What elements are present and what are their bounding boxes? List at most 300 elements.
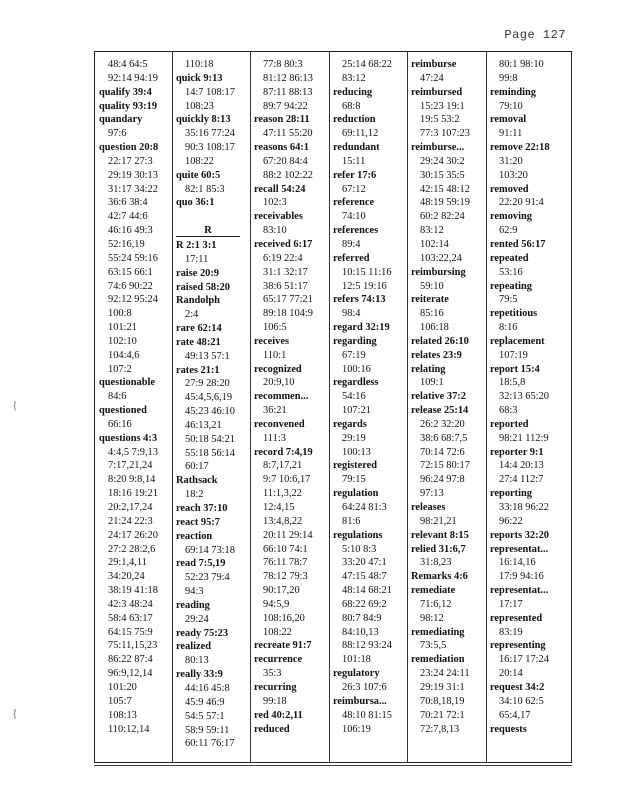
index-locator: 89:4 [342,238,361,250]
index-locator: 80:13 [185,655,209,667]
index-locator: 87:11 88:13 [263,86,313,98]
index-term: repetitious [490,308,538,320]
index-locator: 46:16 49:3 [108,225,153,237]
index-locator: 32:13 65:20 [499,391,549,403]
index-locator: 81:12 86:13 [263,72,313,84]
index-locator: 29:24 30:2 [420,155,465,167]
index-term: remediation [411,654,465,666]
index-locator: 96:24 97:8 [420,474,465,486]
index-locator: 18:5,8 [499,377,526,389]
index-locator: 33:20 47:1 [342,557,387,569]
column-divider [486,51,487,763]
index-locator: 58:4 63:17 [108,612,153,624]
index-locator: 55:24 59:16 [108,252,158,264]
index-locator: 89:18 104:9 [263,308,313,320]
index-term: record 7:4,19 [254,446,313,458]
index-term: quo 36:1 [176,197,215,209]
index-locator: 47:15 48:7 [342,571,387,583]
index-term: regardless [333,377,379,389]
index-term: received 6:17 [254,238,313,250]
index-locator: 11:1,3,22 [263,488,302,500]
index-locator: 104:4,6 [108,349,140,361]
index-locator: 42:3 48:24 [108,598,153,610]
index-locator: 5:10 8:3 [342,543,377,555]
index-locator: 35:3 [263,668,282,680]
index-locator: 52:16,19 [108,238,145,250]
index-locator: 98:12 [420,612,444,624]
index-locator: 97:13 [420,488,444,500]
index-locator: 65:4,17 [499,709,531,721]
index-locator: 98:4 [342,308,361,320]
index-locator: 38:6 51:17 [263,280,308,292]
index-locator: 83:12 [342,72,366,84]
index-term: recall 54:24 [254,183,306,195]
index-term: reason 28:11 [254,114,310,126]
index-locator: 81:6 [342,515,361,527]
index-term: recognized [254,363,302,375]
index-locator: 79:10 [499,100,523,112]
index-locator: 9:7 10:6,17 [263,474,311,486]
index-locator: 108:16,20 [263,612,305,624]
index-term: red 40:2,11 [254,709,303,721]
index-locator: 48:4 64:5 [108,59,148,70]
index-locator: 105:7 [108,695,132,707]
index-locator: 67:20 84:4 [263,155,308,167]
index-locator: 12:4,15 [263,502,295,513]
column-divider [172,51,173,763]
index-locator: 77:8 80:3 [263,59,303,70]
index-term: recommen... [254,391,309,403]
index-locator: 31:17 34:22 [108,183,158,195]
index-locator: 69:11,12 [342,128,379,140]
index-locator: 110:1 [263,349,287,361]
index-term: rare 62:14 [176,323,222,335]
index-term: removal [490,114,527,126]
index-locator: 18:16 19:21 [108,488,158,500]
index-locator: 64:15 75:9 [108,626,153,638]
index-locator: 30:15 35:5 [420,169,465,181]
index-column-4 [333,58,403,736]
index-term: reimbursa... [333,695,387,707]
index-term: reported [490,418,529,430]
index-locator: 22:20 91:4 [499,197,544,209]
index-locator: 48:19 59:19 [420,197,470,209]
index-locator: 92:12 95:24 [108,294,158,306]
index-locator: 75:11,15,23 [108,640,158,652]
index-term: reiterate [411,294,449,306]
index-column-3 [254,58,324,736]
index-locator: 16:14,16 [499,557,536,569]
index-locator: 6:19 22:4 [263,252,303,264]
page-number: Page 127 [504,28,566,42]
index-locator: 99:18 [263,695,287,707]
index-locator: 53:16 [499,266,523,278]
index-locator: 29:1,4,11 [108,557,147,569]
index-term: reporter 9:1 [490,446,544,458]
index-locator: 31:20 [499,155,523,167]
index-locator: 88:2 102:22 [263,169,313,181]
index-locator: 108:23 [185,100,214,112]
column-divider [250,51,251,763]
index-locator: 103:22,24 [420,252,462,264]
index-locator: 68:8 [342,100,361,112]
index-locator: 8:7,17,21 [263,460,303,472]
index-term: regards [333,418,367,430]
index-locator: 45:9 46:9 [185,696,225,708]
index-term: recurring [254,681,297,693]
index-term: requests [490,723,527,735]
index-term: replacement [490,335,545,347]
index-term: regard 32:19 [333,322,390,334]
index-locator: 48:14 68:21 [342,585,392,597]
index-locator: 12:5 19:16 [342,280,387,292]
index-term: reasons 64:1 [254,142,309,154]
index-term: remove 22:18 [490,142,550,154]
index-locator: 59:10 [420,280,444,292]
index-locator: 103:20 [499,169,528,181]
index-term: report 15:4 [490,363,540,375]
index-locator: 17:17 [499,598,523,610]
index-term: Remarks 4:6 [411,571,468,583]
index-locator: 60:17 [185,461,209,473]
index-locator: 98:21 112:9 [499,432,549,444]
index-term: release 25:14 [411,405,469,417]
index-locator: 45:4,5,6,19 [185,392,233,404]
index-locator: 48:10 81:15 [342,709,392,721]
index-locator: 8:20 9:8,14 [108,474,156,486]
index-term: relating [411,363,446,375]
index-term: removing [490,211,532,223]
index-term: reduction [333,114,376,126]
index-locator: 89:7 94:22 [263,100,308,112]
index-locator: 107:21 [342,405,371,417]
index-locator: 92:14 94:19 [108,72,158,84]
index-locator: 108:22 [185,155,214,167]
index-term: quality 93:19 [99,100,158,112]
index-locator: 33:18 96:22 [499,502,549,513]
index-term: representat... [490,585,549,597]
index-locator: 52:23 79:4 [185,572,230,584]
index-locator: 31:8,23 [420,557,452,569]
index-locator: 101:18 [342,654,371,666]
index-term: reconvened [254,418,305,430]
index-term: repeated [490,252,529,264]
index-term: repeating [490,280,532,292]
index-locator: 42:15 48:12 [420,183,470,195]
index-term: references [333,225,379,237]
index-locator: 34:10 62:5 [499,695,544,707]
index-locator: 4:4,5 7:9,13 [108,446,158,458]
index-term: react 95:7 [176,516,220,528]
index-locator: 101:20 [108,681,137,693]
index-term: reimburse [411,59,457,70]
index-locator: 60:2 82:24 [420,211,465,223]
index-locator: 65:17 77:21 [263,294,313,306]
index-locator: 24:17 26:20 [108,529,158,541]
index-locator: 44:16 45:8 [185,682,230,694]
index-locator: 38:19 41:18 [108,585,158,597]
index-locator: 18:2 [185,489,204,501]
index-locator: 99:8 [499,72,518,84]
index-term: Rathsack [176,475,218,487]
index-locator: 29:19 30:13 [108,169,158,181]
index-locator: 94:3 [185,586,204,598]
index-locator: 76:11 78:7 [263,557,308,569]
index-locator: 47:11 55:20 [263,128,313,140]
index-term: raised 58:20 [176,281,230,293]
index-locator: 36:6 38:4 [108,197,148,209]
index-locator: 71:6,12 [420,598,452,610]
index-locator: 96:9,12,14 [108,668,153,680]
index-locator: 100:8 [108,308,132,320]
index-locator: 83:10 [263,225,287,237]
index-locator: 77:3 107:23 [420,128,470,140]
index-locator: 72:15 80:17 [420,460,470,472]
index-term: representat... [490,543,549,555]
index-term: questions 4:3 [99,432,158,444]
index-locator: 25:14 68:22 [342,59,392,70]
index-term: regulation [333,488,379,500]
index-locator: 98:21,21 [420,515,457,527]
index-term: redundant [333,142,380,154]
index-locator: 27:4 112:7 [499,474,544,486]
index-locator: 29:19 [342,432,366,444]
index-locator: 20:14 [499,668,523,680]
index-term: releases [411,502,446,513]
index-locator: 68:22 69:2 [342,598,387,610]
index-locator: 49:13 57:1 [185,350,230,362]
index-term: realized [176,641,212,653]
index-locator: 20:2,17,24 [108,502,153,513]
index-locator: 83:19 [499,626,523,638]
index-locator: 102:10 [108,335,137,347]
index-term: read 7:5,19 [176,558,226,570]
margin-mark: { [12,398,18,412]
index-term: related 26:10 [411,335,469,347]
index-locator: 106:19 [342,723,371,735]
index-term: really 33:9 [176,669,223,681]
index-locator: 27:2 28:2,6 [108,543,156,555]
index-term: recurrence [254,654,303,666]
index-term: represented [490,612,543,624]
index-locator: 80:7 84:9 [342,612,382,624]
index-locator: 90:17,20 [263,585,300,597]
index-term: relative 37:2 [411,391,466,403]
index-locator: 70:8,18,19 [420,695,465,707]
index-locator: 107:19 [499,349,528,361]
index-term: receivables [254,211,303,223]
index-locator: 54:5 57:1 [185,710,225,722]
index-locator: 79:5 [499,294,518,306]
index-term: questioned [99,405,147,417]
index-term: qualify 39:4 [99,86,152,98]
index-term: quandary [99,114,143,126]
index-locator: 22:17 27:3 [108,155,153,167]
index-locator: 23:24 24:11 [420,668,470,680]
index-term: reimbursed [411,86,463,98]
index-locator: 7:17,21,24 [108,460,153,472]
index-locator: 84:6 [108,391,127,403]
index-locator: 47:24 [420,72,444,84]
index-locator: 54:16 [342,391,366,403]
index-locator: 101:21 [108,322,137,334]
index-term: rate 48:21 [176,336,221,348]
index-term: reducing [333,86,373,98]
index-term: receives [254,335,289,347]
index-locator: 20:9,10 [263,377,295,389]
index-locator: 110:18 [185,59,214,70]
index-term: refers 74:13 [333,294,386,306]
index-locator: 111:3 [263,432,286,444]
index-locator: 62:9 [499,225,518,237]
index-term: reach 37:10 [176,503,228,514]
index-locator: 17:11 [185,253,209,265]
index-locator: 102:3 [263,197,287,209]
index-locator: 78:12 79:3 [263,571,308,583]
index-term: referred [333,252,370,264]
index-term: ready 75:23 [176,627,229,639]
index-locator: 108:22 [263,626,292,638]
index-locator: 14:4 20:13 [499,460,544,472]
index-locator: 8:16 [499,322,518,334]
index-locator: 80:1 98:10 [499,59,544,70]
index-locator: 67:12 [342,183,366,195]
index-term: question 20:8 [99,142,159,154]
index-locator: 42:7 44:6 [108,211,148,223]
index-locator: 26:2 32:20 [420,418,465,430]
index-term: regulatory [333,668,380,680]
column-divider [329,51,330,763]
index-locator: 91:11 [499,128,523,140]
index-locator: 64:24 81:3 [342,502,387,513]
index-term: registered [333,460,378,472]
index-locator: 97:6 [108,128,127,140]
index-term: reimbursing [411,266,466,278]
index-locator: 13:4,8,22 [263,515,303,527]
index-term: remediating [411,626,465,638]
index-term: relevant 8:15 [411,529,469,541]
index-column-2 [176,58,246,751]
index-term: regulations [333,529,383,541]
index-locator: 45:23 46:10 [185,406,235,418]
index-term: reminding [490,86,536,98]
index-term: removed [490,183,529,195]
index-term: relied 31:6,7 [411,543,466,555]
index-term: quite 60:5 [176,169,221,181]
index-locator: 74:10 [342,211,366,223]
index-column-6 [490,58,560,736]
index-locator: 31:1 32:17 [263,266,308,278]
index-locator: 38:6 68:7,5 [420,432,468,444]
index-term: reporting [490,488,532,500]
index-locator: 67:19 [342,349,366,361]
index-locator: 82:1 85:3 [185,183,225,195]
frame-bottom-rule [94,765,572,766]
index-locator: 79:15 [342,474,366,486]
index-locator: 70:14 72:6 [420,446,465,458]
index-locator: 17:9 94:16 [499,571,544,583]
index-locator: 16:17 17:24 [499,654,549,666]
index-locator: 110:12,14 [108,723,150,735]
index-term: quick 9:13 [176,72,223,84]
index-locator: 70:21 72:1 [420,709,465,721]
index-term: quickly 8:13 [176,114,231,126]
index-term: reading [176,599,210,611]
index-term: reduced [254,723,290,735]
index-locator: 27:9 28:20 [185,378,230,390]
index-locator: 106:5 [263,322,287,334]
index-locator: 74:6 90:22 [108,280,153,292]
index-locator: 106:18 [420,322,449,334]
index-locator: 88:12 93:24 [342,640,392,652]
index-term: refer 17:6 [333,169,377,181]
index-locator: 10:15 11:16 [342,266,392,278]
index-locator: 20:11 29:14 [263,529,313,541]
index-term: reimburse... [411,142,465,154]
index-term: rates 21:1 [176,364,220,376]
index-locator: 108:13 [108,709,137,721]
index-column-1 [99,58,169,736]
index-locator: 58:9 59:11 [185,724,230,736]
index-term: rented 56:17 [490,238,546,250]
index-locator: 50:18 54:21 [185,433,235,445]
margin-mark: { [12,706,18,720]
index-locator: 84:10,13 [342,626,379,638]
index-locator: 29:19 31:1 [420,681,465,693]
index-locator: 73:5,5 [420,640,447,652]
index-term: reference [333,197,375,209]
index-locator: 26:3 107:6 [342,681,387,693]
index-locator: 85:16 [420,308,444,320]
index-locator: 102:14 [420,238,449,250]
index-locator: 83:12 [420,225,444,237]
index-term: relates 23:9 [411,349,462,361]
index-locator: 19:5 53:2 [420,114,460,126]
index-locator: 14:7 108:17 [185,86,235,98]
index-term: representing [490,640,546,652]
index-locator: 2:4 [185,309,199,321]
index-locator: 90:3 108:17 [185,142,235,154]
index-locator: 94:5,9 [263,598,290,610]
index-term: Randolph [176,295,220,307]
index-locator: 60:11 76:17 [185,738,235,750]
index-locator: 100:16 [342,363,371,375]
index-locator: 96:22 [499,515,523,527]
index-locator: 63:15 66:1 [108,266,153,278]
index-term: regarding [333,335,377,347]
index-locator: 21:24 22:3 [108,515,153,527]
index-locator: 15:23 19:1 [420,100,465,112]
index-locator: 107:2 [108,363,132,375]
index-term: raise 20:9 [176,267,219,279]
index-locator: 55:18 56:14 [185,447,235,459]
section-letter-header: R [176,224,240,237]
index-locator: 69:14 73:18 [185,544,235,556]
spacer [176,210,246,224]
index-term: request 34:2 [490,681,545,693]
column-divider [407,51,408,763]
index-locator: 35:16 77:24 [185,128,235,140]
index-locator: 66:10 74:1 [263,543,308,555]
index-term: remediate [411,585,456,597]
index-term: questionable [99,377,156,389]
index-locator: 46:13,21 [185,419,222,431]
index-locator: 86:22 87:4 [108,654,153,666]
index-term: recreate 91:7 [254,640,312,652]
index-locator: 29:24 [185,613,209,625]
index-locator: 36:21 [263,405,287,417]
index-locator: 34:20,24 [108,571,145,583]
